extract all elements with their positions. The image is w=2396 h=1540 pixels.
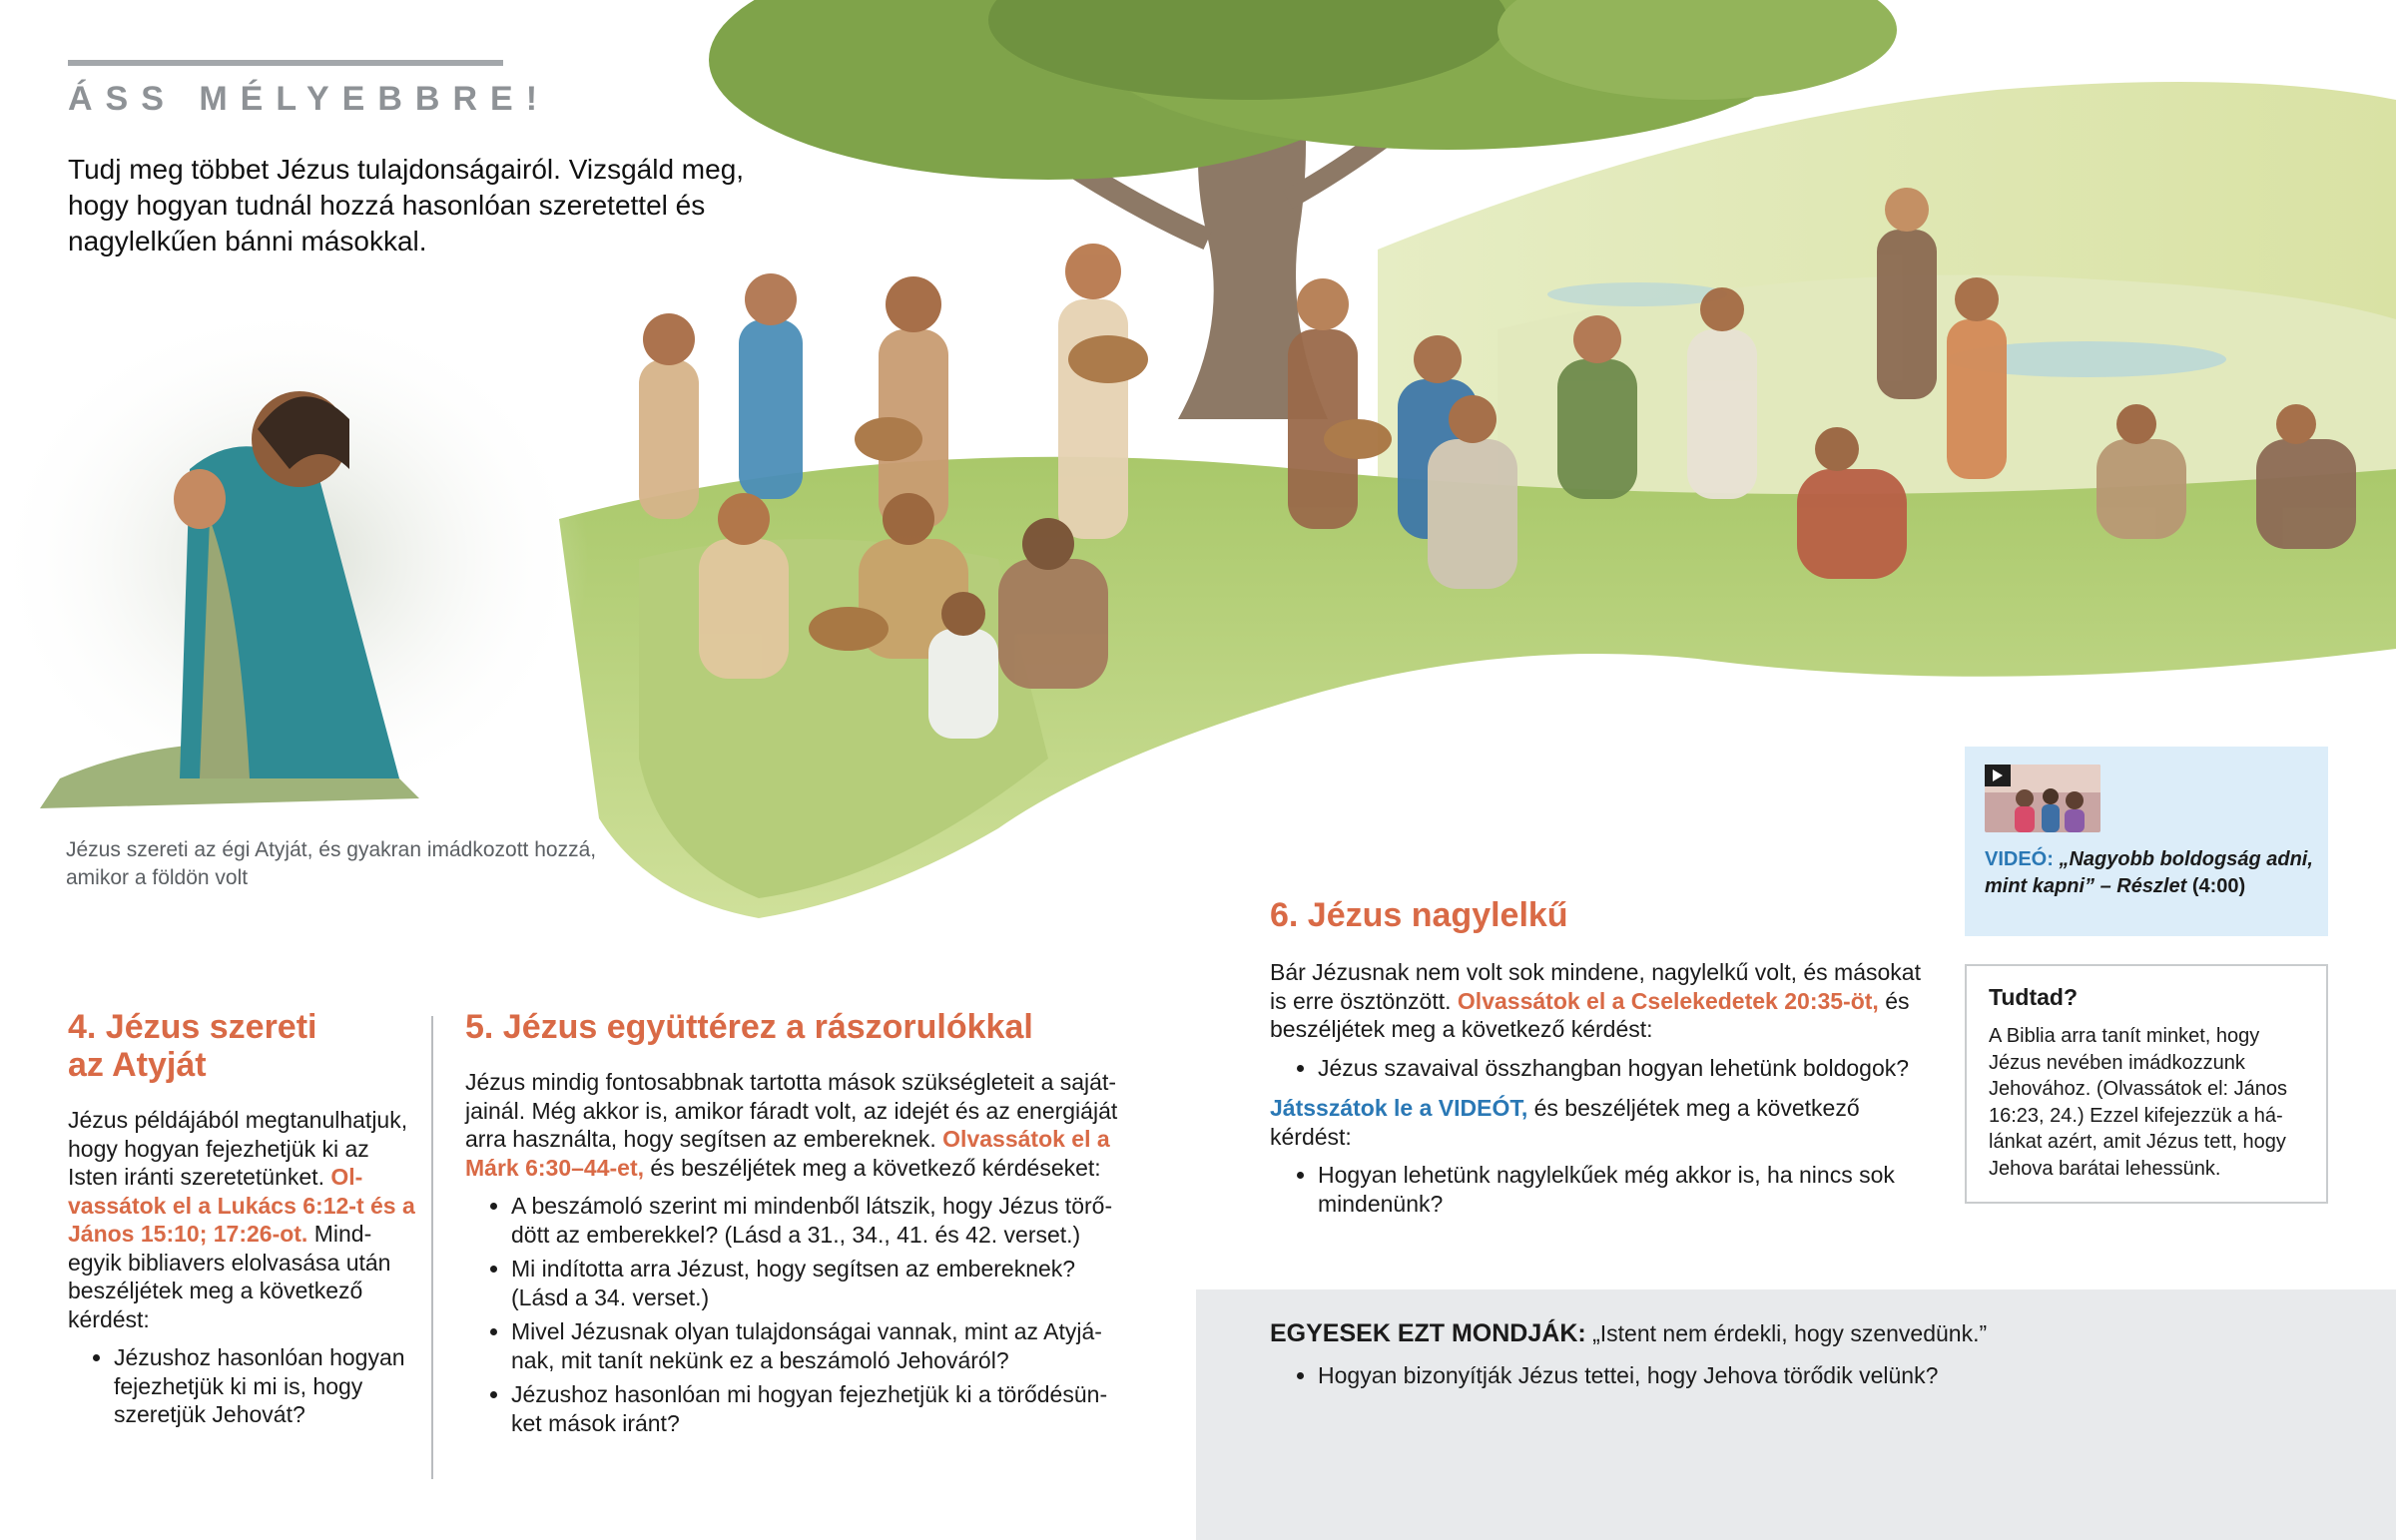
question-item: • Mivel Jézusnak olyan tulajdonságai vannak, mint az Atyjának, mit tanít nekünk ez a beszámoló Jehováról?	[511, 1317, 1130, 1374]
section-4	[68, 1008, 417, 1435]
question-item: • Jézushoz hasonlóan hogyan fejezhetjük ki mi is, hogy szeretjük Jehovát?	[114, 1343, 417, 1429]
video-label: VIDEÓ:	[1985, 848, 2054, 870]
section-6-questions-2	[1270, 1161, 1929, 1218]
section-6-video-instruction: Játsszátok le a VIDEÓT, és beszéljétek meg a következő kérdést:	[1270, 1095, 1860, 1150]
did-you-know-title: Tudtad?	[1989, 984, 2078, 1010]
did-you-know-box	[1965, 964, 2328, 1204]
section-5-questions	[465, 1192, 1130, 1437]
section-5-body: Jézus mindig fontosabbnak tartotta mások szükségleteit a sajátjainál. Még akkor is, amikor fáradt volt, az idejét és az energiáját arra használta, hogy segítsen az embereknek. Olvassátok el a Márk 6:30–44-et, és beszéljétek meg a következő kérdéseket:	[465, 1069, 1118, 1181]
some-say-questions	[1270, 1361, 2396, 1396]
section-5-title: 5. Jézus együttérez a rászorulókkal	[465, 1008, 1033, 1046]
scripture-link[interactable]: Olvassátok el a Cselekedetek 20:35-öt,	[1457, 987, 1879, 1014]
video-duration: (4:00)	[2191, 875, 2246, 897]
scripture-link[interactable]: Olvassátok el a Márk 6:30–44-et,	[465, 1126, 1110, 1181]
scripture-link[interactable]: Olvassátok el a Lukács 6:12-t és a János 15:10; 17:26-ot.	[68, 1164, 415, 1247]
section-5	[465, 1008, 1130, 1443]
did-you-know-body: A Biblia arra tanít minket, hogy Jézus nevében imádkozzunk Jehovához. (Olvassátok el: János 16:23, 24.) Ezzel kifejezzük a hálánkat azért, amit Jézus tett, hogy Jehova barátai lehessünk.	[1989, 1025, 2288, 1180]
section-6-title: 6. Jézus nagylelkű	[1270, 896, 1568, 934]
section-6-questions-1	[1270, 1054, 1929, 1083]
some-say-label: EGYESEK EZT MONDJÁK:	[1270, 1319, 1586, 1347]
video-title[interactable]: „Nagyobb boldogság adni, mint kapni” – Részlet	[1985, 848, 2313, 897]
question-item: • Jézushoz hasonlóan mi hogyan fejezhetjük ki a törődésünket mások iránt?	[511, 1380, 1130, 1437]
some-say-quote: „Istent nem érdekli, hogy szenvedünk.”	[1592, 1320, 1988, 1346]
section-4-questions	[68, 1343, 417, 1429]
question-item: • Hogyan lehetünk nagylelkűek még akkor is, ha nincs sok mindenünk?	[1318, 1161, 1929, 1218]
video-caption	[1985, 846, 2314, 900]
column-divider	[431, 1016, 433, 1479]
section-4-title: 4. Jézus szereti az Atyját	[68, 1008, 317, 1084]
video-link[interactable]: Játsszátok le a VIDEÓT,	[1270, 1095, 1528, 1121]
play-triangle-icon	[1993, 770, 2003, 781]
section-4-body: Jézus példájából megtanulhatjuk, hogy hogyan fejezhetjük ki az Isten iránti szeretetünket. Olvassátok el a Lukács 6:12-t és a János 15:10; 17:26-ot. Mindegyik bibliavers elolvasása után beszéljétek meg a következő kérdést:	[68, 1107, 415, 1332]
question-item: • Hogyan bizonyítják Jézus tettei, hogy Jehova törődik velünk?	[1318, 1361, 2396, 1390]
question-item: • A beszámoló szerint mi mindenből látszik, hogy Jézus törődött az emberekkel? (Lásd a 31., 34., 41. és 42. verset.)	[511, 1192, 1130, 1249]
section-6	[1270, 896, 1929, 1224]
some-say-statement	[1270, 1319, 2348, 1348]
title-rule	[68, 60, 503, 66]
section-6-body: Bár Jézusnak nem volt sok mindene, nagylelkű volt, és másokat is erre ösztönzött. Olvassátok el a Cselekedetek 20:35-öt, és beszéljétek meg a következő kérdést:	[1270, 959, 1921, 1042]
section-kicker: ÁSS MÉLYEBBRE!	[68, 80, 551, 118]
illustration-caption: Jézus szereti az égi Atyját, és gyakran imádkozott hozzá, amikor a földön volt	[66, 838, 597, 889]
question-item: • Mi indította arra Jézust, hogy segítsen az embereknek? (Lásd a 34. verset.)	[511, 1255, 1130, 1311]
intro-text: Tudj meg többet Jézus tulajdonságairól. Vizsgáld meg, hogy hogyan tudnál hozzá hasonlóan szeretettel és nagylelkűen bánni másokkal.	[68, 154, 745, 257]
question-item: • Jézus szavaival összhangban hogyan lehetünk boldogok?	[1318, 1054, 1929, 1083]
